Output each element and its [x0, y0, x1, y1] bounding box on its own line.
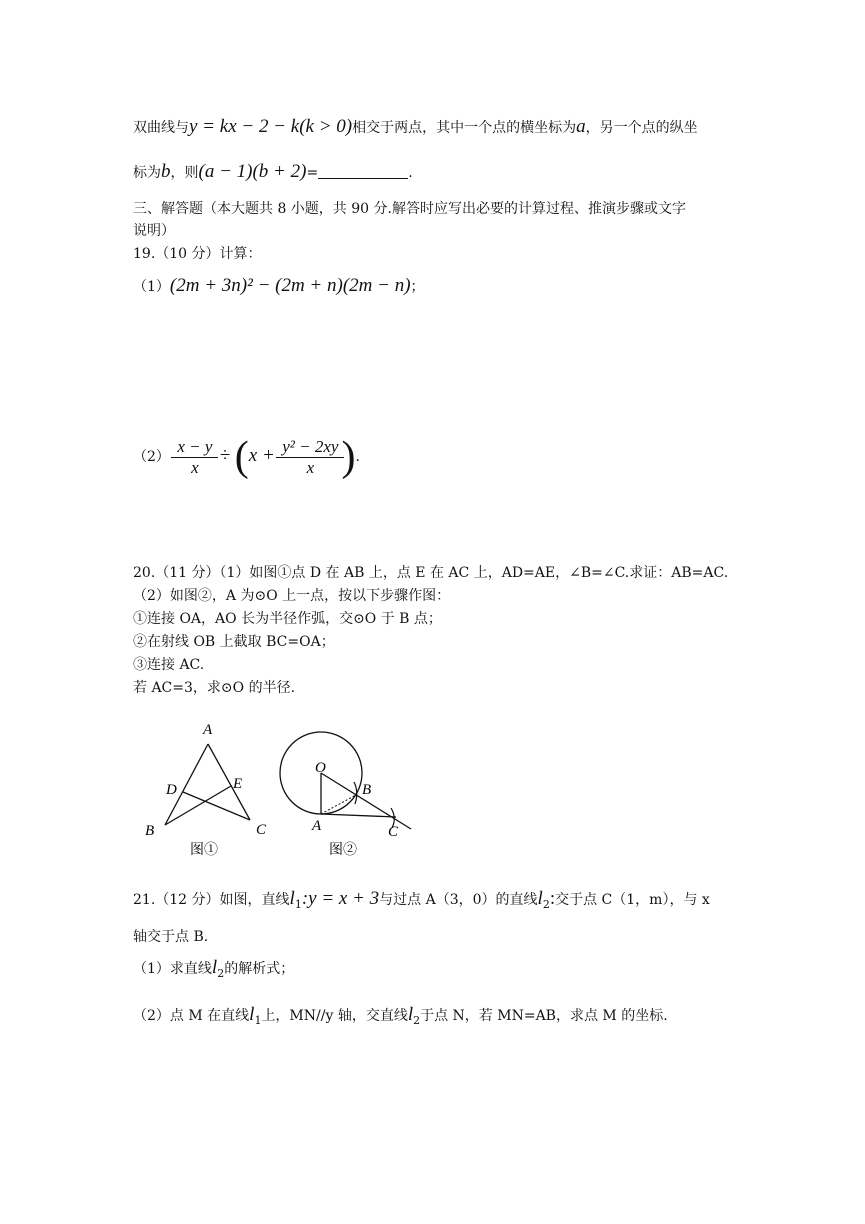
subscript: 2 — [542, 897, 550, 911]
subscript: 2 — [413, 1013, 421, 1027]
fraction-numerator: y² − 2xy — [282, 436, 339, 456]
section-3-heading-cont: 说明） — [133, 223, 175, 239]
right-paren: ) — [341, 434, 356, 480]
q19-part2-end: . — [355, 449, 360, 465]
figure-1-triangle — [130, 712, 290, 862]
q21-part2-text: 于点 N，若 MN=AB，求点 M 的坐标. — [420, 1008, 668, 1024]
q18-var-b: b — [161, 161, 171, 182]
q19-part1-end: ； — [410, 279, 425, 295]
label-a: A — [312, 818, 322, 834]
answer-blank[interactable] — [318, 164, 408, 179]
segment-cd — [183, 792, 250, 820]
q20-step2: ②在射线 OB 上截取 BC=OA； — [133, 634, 335, 650]
segment-ac — [208, 744, 250, 820]
q18-text: 双曲线与 — [133, 120, 189, 136]
segment-ab-dashed — [321, 795, 356, 814]
q18-line1 — [133, 117, 698, 138]
q21-part2 — [133, 1005, 668, 1031]
subscript: 1 — [254, 1013, 262, 1027]
q19-part1-label: （1） — [133, 279, 170, 295]
label-a: A — [203, 722, 213, 738]
label-d: D — [166, 782, 177, 798]
q18-expression: (a − 1)(b + 2) — [198, 161, 307, 182]
q18-text: 标为 — [133, 165, 161, 181]
colon: : — [549, 888, 556, 909]
label-c: C — [388, 824, 399, 840]
q21-part1 — [133, 958, 294, 984]
q18-end: . — [408, 165, 413, 181]
q21-text: 交于点 C（1，m），与 x — [555, 892, 710, 908]
line-l1-symbol: l — [289, 888, 295, 909]
q18-line2 — [133, 162, 413, 183]
figure-2-circle — [270, 712, 430, 862]
line-l2-symbol: l — [537, 888, 543, 909]
q21-part1-text: 的解析式； — [224, 961, 295, 977]
fraction-x-minus-y-over-x — [174, 437, 215, 478]
fraction-denominator: x — [171, 457, 218, 478]
q21-text: 与过点 A（3，0）的直线 — [379, 892, 538, 908]
q19-part1-expression: (2m + 3n)² − (2m + n)(2m − n) — [169, 275, 411, 296]
q19-part2 — [133, 432, 360, 481]
q21-text: 21.（12 分）如图，直线 — [133, 892, 290, 908]
fraction-denominator: x — [276, 457, 344, 478]
figure-1-caption: 图① — [190, 843, 218, 858]
q20-step1: ①连接 OA，AO 长为半径作弧，交⊙O 于 B 点； — [133, 611, 442, 627]
q20-line2: （2）如图②，A 为⊙O 上一点，按以下步骤作图： — [133, 588, 451, 604]
divide-sign: ÷ — [219, 445, 231, 466]
label-c: C — [256, 822, 267, 838]
q21-equation: :y = x + 3 — [301, 888, 380, 909]
fraction-numerator: x − y — [177, 436, 213, 456]
fraction-y2-minus-2xy-over-x — [279, 437, 341, 478]
q21-line2: 轴交于点 B. — [133, 929, 209, 945]
q18-text: 相交于两点，其中一个点的横坐标为 — [352, 120, 577, 136]
arc-mark-b — [354, 782, 357, 804]
label-b: B — [145, 823, 155, 839]
segment-ac — [321, 814, 396, 817]
q19-part1 — [133, 276, 425, 297]
label-b: B — [362, 782, 372, 798]
q19-part2-label: （2） — [133, 449, 170, 465]
section-3-heading: 三、解答题（本大题共 8 小题，共 90 分.解答时应写出必要的计算过程、推演步骤或文字 — [133, 201, 686, 217]
line-l1-symbol: l — [249, 1004, 255, 1025]
line-l2-symbol: l — [211, 957, 218, 978]
inner-term: x + — [248, 445, 275, 466]
q20-line6: 若 AC=3，求⊙O 的半径. — [133, 680, 296, 696]
subscript: 1 — [294, 897, 302, 911]
line-l2-symbol: l — [407, 1004, 414, 1025]
left-paren: ( — [234, 434, 249, 480]
q21-part1-text: （1）求直线 — [133, 961, 212, 977]
q20-step3: ③连接 AC. — [133, 657, 205, 673]
q21-part2-text: （2）点 M 在直线 — [133, 1008, 250, 1024]
q21-part2-text: 上，MN//y 轴，交直线 — [261, 1008, 408, 1024]
q18-var-a: a — [576, 116, 586, 137]
q18-text: ，则 — [170, 165, 199, 181]
q18-equals: = — [306, 165, 319, 181]
q19-header: 19.（10 分）计算： — [133, 246, 262, 262]
label-e: E — [233, 776, 243, 792]
subscript: 2 — [217, 966, 225, 980]
q20-line1: 20.（11 分）（1）如图①点 D 在 AB 上，点 E 在 AC 上，AD=AE，∠B=∠C.求证：AB=AC. — [133, 565, 729, 581]
q21-line1 — [133, 889, 710, 915]
q18-equation: y = kx − 2 − k(k > 0) — [189, 116, 353, 137]
q18-text: ，另一个点的纵坐 — [585, 120, 698, 136]
label-o: O — [315, 760, 326, 776]
figure-2-caption: 图② — [329, 843, 357, 858]
